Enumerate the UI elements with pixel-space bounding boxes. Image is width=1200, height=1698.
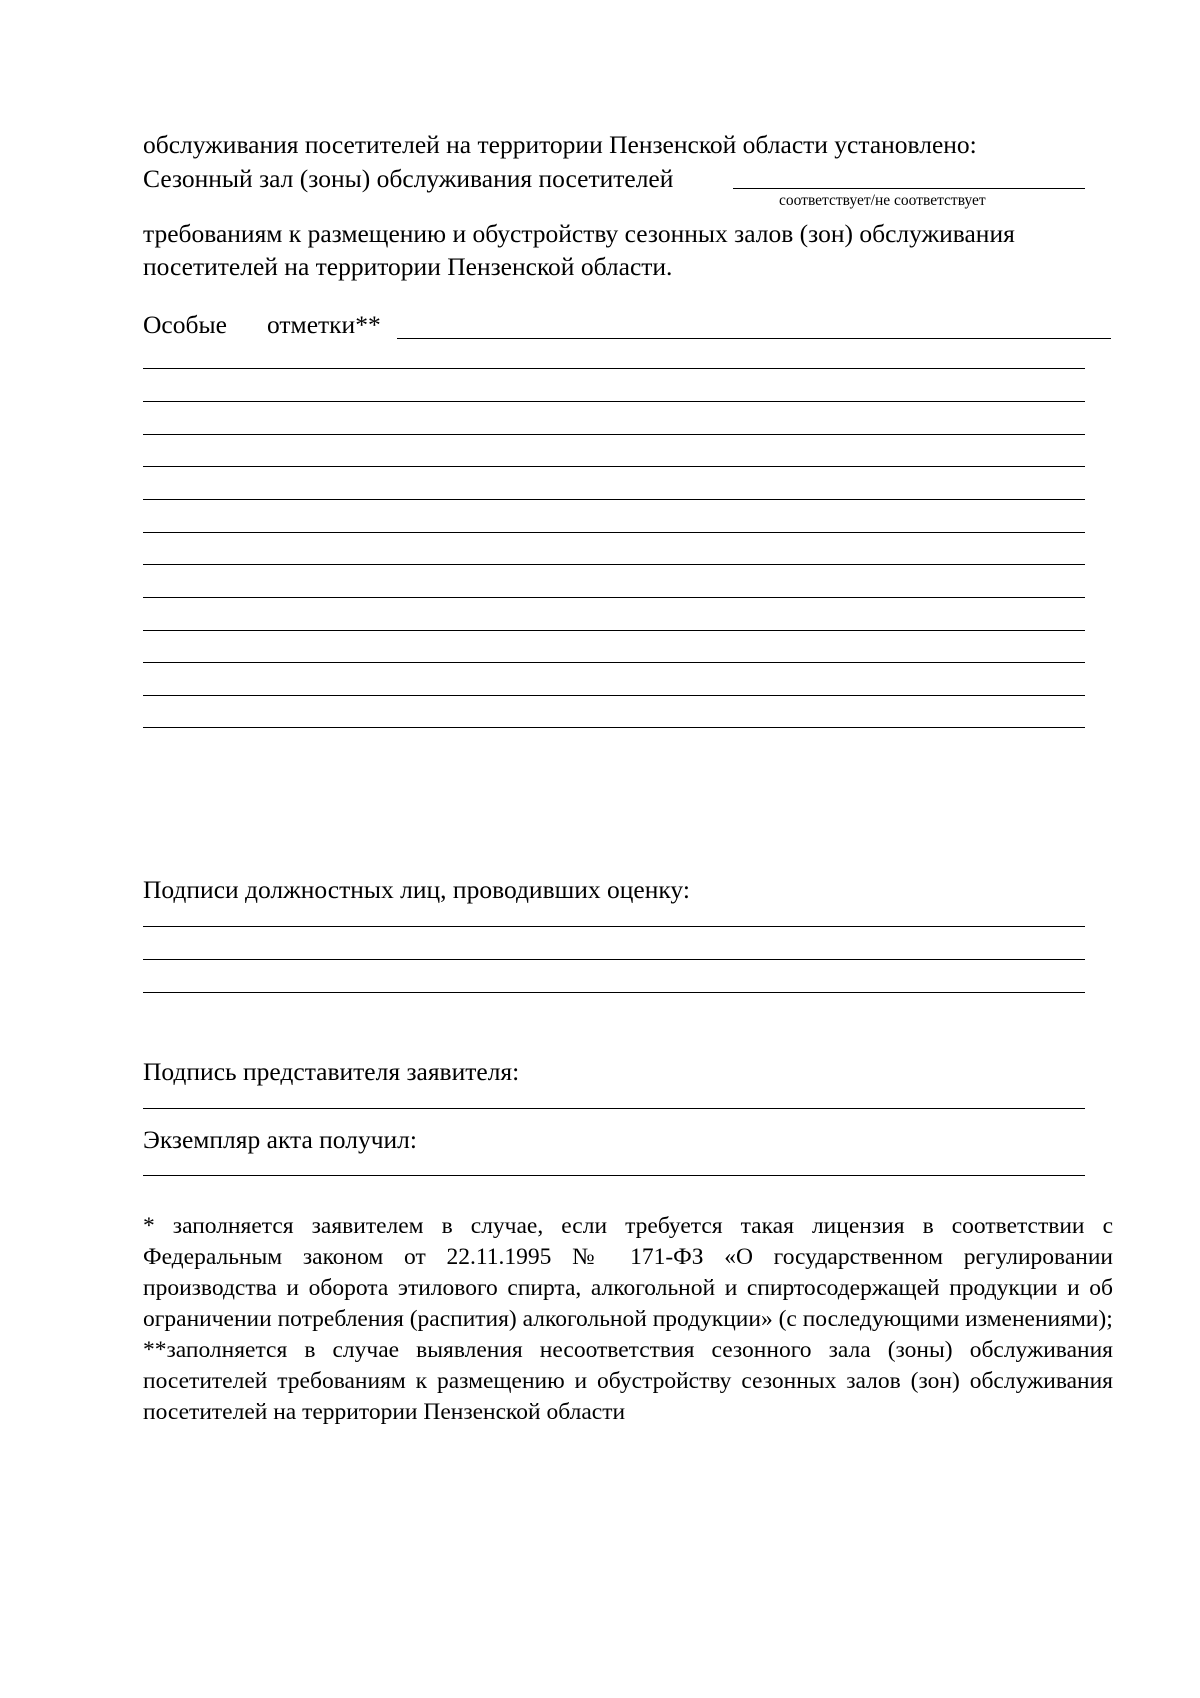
text-line-requirements: требованиям к размещению и обустройству сезонных залов (зон) обслуживания (143, 219, 1015, 248)
special-marks-fill-line[interactable] (397, 338, 1111, 339)
special-marks-line[interactable] (143, 727, 1085, 728)
footnotes (143, 1211, 1113, 1428)
special-marks-line[interactable] (143, 630, 1085, 631)
special-marks-line[interactable] (143, 564, 1085, 565)
compliance-caption: соответствует/не соответствует (779, 192, 986, 209)
applicant-signature-line[interactable] (143, 1108, 1085, 1109)
officials-signature-line[interactable] (143, 926, 1085, 927)
special-marks-line[interactable] (143, 597, 1085, 598)
text-line-seasonal-hall: Сезонный зал (зоны) обслуживания посетителей (143, 164, 674, 193)
officials-signature-line[interactable] (143, 992, 1085, 993)
applicant-signature-label: Подпись представителя заявителя: (143, 1057, 520, 1086)
special-marks-line[interactable] (143, 695, 1085, 696)
special-marks-label-1: Особые (143, 310, 227, 339)
text-line-territory: посетителей на территории Пензенской области. (143, 252, 673, 281)
special-marks-line[interactable] (143, 532, 1085, 533)
footnote-2: **заполняется в случае выявления несоответствия сезонного зала (зоны) обслуживания посетителей требованиям к размещению и обустройству сезонных залов (зон) обслуживания посетителей на территории Пензенской области (143, 1337, 1113, 1425)
officials-signature-label: Подписи должностных лиц, проводивших оценку: (143, 875, 690, 904)
compliance-fill-line[interactable] (733, 188, 1085, 189)
officials-signature-line[interactable] (143, 959, 1085, 960)
special-marks-line[interactable] (143, 466, 1085, 467)
footnote-1: * заполняется заявителем в случае, если требуется такая лицензия в соответствии с Федеральным законом от 22.11.1995 № 171-ФЗ «О государственном регулировании производства и оборота этилового спирта, алкогольной и спиртосодержащей продукции и об ограничении потребления (распития) алкогольной продукции» (с последующими изменениями); (143, 1213, 1113, 1332)
special-marks-line[interactable] (143, 499, 1085, 500)
special-marks-line[interactable] (143, 401, 1085, 402)
act-received-label: Экземпляр акта получил: (143, 1125, 417, 1154)
special-marks-line[interactable] (143, 368, 1085, 369)
special-marks-line[interactable] (143, 662, 1085, 663)
special-marks-label-2: отметки** (267, 310, 381, 339)
text-line-establishment: обслуживания посетителей на территории Пензенской области установлено: (143, 130, 977, 159)
act-received-line[interactable] (143, 1175, 1085, 1176)
special-marks-line[interactable] (143, 434, 1085, 435)
